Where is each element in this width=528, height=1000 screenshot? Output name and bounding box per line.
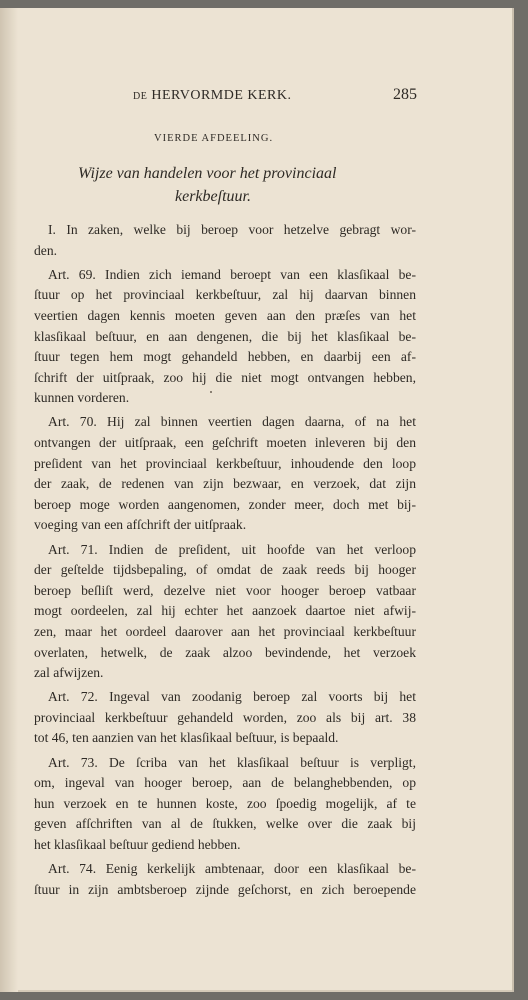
body-line: voeging van een afſchrift der uitſpraak.: [34, 517, 247, 533]
subtitle-line-1: Wijze van handelen voor het provinciaal: [78, 165, 337, 182]
body-line: mogt oordeelen, zal hij echter het aanzoek daartoe niet afwij-: [34, 603, 416, 619]
subtitle-line-2: kerkbeſtuur.: [175, 188, 251, 205]
body-line: beroep moge worden aangenomen, zonder meer, doch met bij-: [34, 496, 416, 512]
ink-speck: [210, 391, 212, 393]
running-header-title: HERVORMDE KERK.: [151, 88, 292, 103]
body-line: Art. 69. Indien zich iemand beroept van een klasſikaal be-: [48, 266, 416, 282]
page-number: 285: [393, 86, 417, 103]
body-line: het klasſikaal beſtuur gediend hebben.: [34, 836, 241, 852]
body-line: veertien dagen kennis moeten geven aan den præſes van het: [34, 307, 416, 323]
body-line: Art. 74. Eenig kerkelijk ambtenaar, door een klasſikaal be-: [48, 861, 416, 876]
body-line: ſtuur op het provinciaal kerkbeſtuur, zal hij daarvan binnen: [34, 287, 416, 303]
body-line: ſchrift der uitſpraak, zoo hij die niet mogt ontvangen hebben,: [34, 369, 416, 385]
body-line: zal afwijzen.: [34, 665, 104, 681]
body-line: ſtuur in zijn ambtsberoep zijnde geſchorst, en zich beroepende: [34, 881, 416, 897]
body-line: geven afſchriften van al de ſtukken, welke over die zaak bij: [34, 816, 416, 832]
body-line: zen, maar het oordeel daarover aan het provinciaal kerkbeſtuur: [34, 623, 416, 639]
body-line: preſident van het provinciaal kerkbeſtuur, inhoudende den loop: [34, 455, 416, 471]
body-line: Art. 72. Ingeval van zoodanig beroep zal voorts bij het: [48, 689, 416, 705]
body-line: Art. 73. De ſcriba van het klasſikaal beſtuur is verpligt,: [48, 754, 416, 770]
body-line: der zaak, de redenen van zijn bezwaar, en verzoek, dat zijn: [34, 476, 416, 492]
body-line: I. In zaken, welke bij beroep voor hetzelve gebragt wor-: [48, 222, 416, 237]
body-line: klasſikaal beſtuur, en aan dengenen, die bij het klasſikaal be-: [34, 328, 416, 344]
body-line: om, ingeval van hooger beroep, aan de belanghebbenden, op: [34, 775, 416, 791]
body-line: Art. 70. Hij zal binnen veertien dagen daarna, of na het: [48, 414, 416, 430]
running-header: [133, 88, 292, 104]
body-line: ontvangen der uitſpraak, een geſchrift moeten inleveren bij den: [34, 435, 416, 450]
running-header-prefix: DE: [133, 91, 148, 102]
body-line: provinciaal kerkbeſtuur gehandeld worden, zoo als bij art. 38: [34, 709, 416, 725]
body-line: der geſtelde tijdsbepaling, of omdat de zaak reeds bij hooger: [34, 562, 416, 578]
page-binding-shadow: [0, 8, 18, 992]
body-line: den.: [34, 242, 58, 258]
body-line: kunnen vorderen.: [34, 390, 130, 406]
body-line: overlaten, hetwelk, de zaak alzoo bevindende, het verzoek: [34, 644, 416, 660]
book-page: [0, 8, 514, 992]
body-line: beroep beſliſt werd, dezelve niet voor hooger beroep vatbaar: [34, 582, 416, 598]
body-line: tot 46, ten aanzien van het klasſikaal beſtuur, is bepaald.: [34, 730, 339, 746]
body-line: ſtuur tegen hem mogt gehandeld hebben, en daarbij een af-: [34, 349, 416, 365]
body-line: Art. 71. Indien de preſident, uit hoofde van het verloop: [48, 541, 416, 557]
body-line: hun verzoek en te hunnen koste, zoo ſpoedig mogelijk, af te: [34, 795, 416, 811]
section-heading: VIERDE AFDEELING.: [154, 133, 274, 144]
